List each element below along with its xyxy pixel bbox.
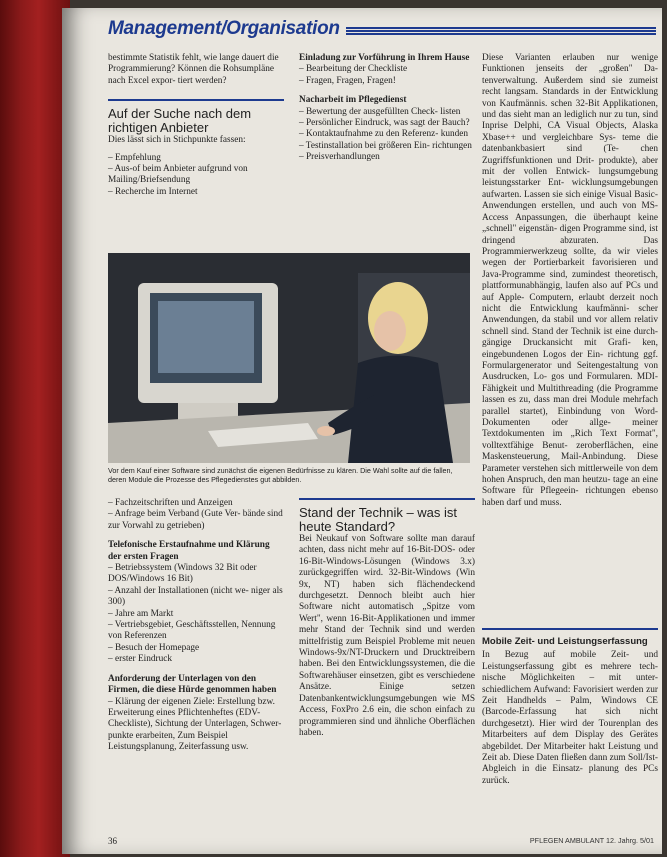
subheading-phone: Telefonische Erstaufnahme und Klärung der ersten Fragen: [108, 540, 270, 562]
list-item: – Preisverhandlungen: [299, 152, 380, 163]
subheading-followup: Nacharbeit im Pflegedienst: [299, 95, 407, 106]
column-6: [482, 628, 658, 787]
lead-text: Dies lässt sich in Stichpunkte fassen:: [108, 135, 246, 146]
list-item: – Jahre am Markt: [108, 608, 174, 619]
photo-caption: Vor dem Kauf einer Software sind zunächst die eigenen Bedürfnisse zu klären. Die Wahl sollte auf die fallen, deren Module die Prozesse des Pflegedienstes gut abbilden.: [108, 466, 453, 484]
list-item: – Klärung der eigenen Ziele: Erstellung bzw. Erweiterung eines Pflichtenheftes (EDV-Checkliste), Sichtung der Unterlagen, Schwer- punkte erarbeiten, Zum Beispiel Leistungsplanung, Zeiterfassung usw.: [108, 696, 282, 753]
list-item: – Bewertung der ausgefüllten Check- listen: [299, 106, 461, 117]
body-text: Bei Neukauf von Software sollte man darauf achten, dass nicht mehr auf 16-Bit-DOS- oder 16-Bit-Windows-Lösungen (Windows 3.x) zurückgegriffen wird. 32-Bit-Windows (Win 9x, NT) haben sich flächendeckend durchgesetzt. Dennoch bleibt auch hier Software nicht automatisch „Spitze vom Wert", wenn 16-Bit-Applikationen und immer mehr Stand der Technik sind und werden mittelfristig zum Beispiel Probleme mit neuen Windows-9x/NT-Druckern und Drucktreibern haben. Bei den Entwicklungssystemen, die die Softwarehäuser einsetzen, gibt es verschiedene Ansätze. Einige setzen Datenbankentwicklungsumgebungen wie MS Access, FoxPro 2.6 ein, die schon einfach zu programmieren sind und ähnliche Oberflächen haben.: [299, 534, 475, 738]
list-item: – Persönlicher Eindruck, was sagt der Bauch?: [299, 118, 470, 129]
list-item: – Empfehlung: [108, 152, 161, 163]
column-5: [299, 498, 475, 739]
heading-mobile: Mobile Zeit- und Leistungserfassung: [482, 636, 648, 647]
list-item: – Kontaktaufnahme zu den Referenz- kunden: [299, 129, 469, 140]
intro-text: bestimmte Statistik fehlt, wie lange dauert die Programmierung? Können die Rohsumpläne nach Excel expor- tiert werden?: [108, 53, 279, 86]
heading-state-of-art: Stand der Technik – was ist heute Standard?: [299, 505, 458, 534]
magazine-page: [62, 8, 662, 854]
heading-search-provider: Auf der Suche nach dem richtigen Anbieter: [108, 106, 252, 136]
body-text: In Bezug auf mobile Zeit- und Leistungserfassung gibt es mehrere tech- nische Möglichkeiten – mit unter- schiedlichem Aufwand: Favorisiert werden zur Zeit Handhelds – Palm, Windows CE (Barcode-Erfassung hat sich nicht durchgesetzt). Hier wird der Tourenplan des Mitarbeiters auf dem Display des Gerätes abgebildet. Der Mitarbeiter hakt Leistung und Zeit ab. Diese Daten fließen dann zum Soll/Ist-Abgleich in die Einsatz- planung des PCs zurück.: [482, 650, 658, 786]
article-photo: [108, 253, 470, 463]
list-item: – Bearbeitung der Checkliste: [299, 64, 408, 75]
journal-footer: PFLEGEN AMBULANT 12. Jahrg. 5/01: [529, 836, 654, 845]
heading-rule: [299, 498, 475, 500]
header-rule: [346, 27, 656, 36]
list-item: – erster Eindruck: [108, 654, 173, 665]
list-item: – Anzahl der Installationen (nicht we- niger als 300): [108, 585, 283, 608]
photo-illustration: [108, 253, 470, 463]
column-3: [482, 53, 658, 509]
column-1: [108, 53, 284, 198]
list-item: – Aus-of beim Anbieter aufgrund von Mailing/Briefsendung: [108, 164, 248, 186]
subheading-documents: Anforderung der Unterlagen von den Firmen, die diese Hürde genommen haben: [108, 673, 277, 696]
column-4: [108, 498, 284, 754]
list-item: – Fachzeitschriften und Anzeigen: [108, 498, 233, 508]
book-spine: [0, 0, 70, 857]
list-item: – Anfrage beim Verband (Gute Ver- bände sind zur Vorwahl zu getrieben): [108, 509, 283, 531]
heading-rule: [482, 628, 658, 630]
list-item: – Besuch der Homepage: [108, 642, 200, 653]
list-item: – Betriebssystem (Windows 32 Bit oder DOS/Windows 16 Bit): [108, 563, 257, 585]
body-text: Diese Varianten erlauben nur wenige Funktionen jenseits der „großen" Da- tenverwaltung. Außerdem sind sie zumeist recht langsam. Standards in der Entwicklung von Kaufmännis. schen 32-Bit Applikationen, und das sieht man an lediglich nur zu tun, sind Inprise Delphi, CA Visual Objects, Alaska Xbase++ und vergleichbare Sys- teme die datenbankbasiert sind (Te- chen Zugriffsfunktionen und Drit- produkte), aber mit der vollen Entwick- lungsumgebung leistungsstarker Ent- wicklungsumgebungen aufwarten. Lassen sie sich einige Visual Basic- Anwendungen erstellen, und auch von MS-Access Anpassungen, die überhaupt keine „schnell" eigenstän- digen Programme sind, ist dringend abzuraten. Das Programmierwerkzeug sollte, da wir vieles wegen der Portierbarkeit favorisieren und Java-Programme sind, zumindest theoretisch, plattformunabhängig, laufen also auf PCs und auf Apple- Computern, erlaubt derzeit noch nicht die Entwicklung kaufmänni- scher Anwendungen, da stabil und vor allem relativ schnell sind. Stand der Technik ist eine durch- gängige Druckansicht mit Grafi- ken, eingebundenen Logos der Ein- richtung ggf. Formulargenerator und Seitengestaltung von Ausdrucken, Lo- gos und Formularen. MDI-Fähigkeit und Multithreading (die Programme lassen es zu, dass man drei Module mehrfach parallel startet), Einbindung von Word-Dokumenten oder allge- meiner Textdokumenten im „Rich Text Format", volltextfähige Benut- zeroberflächen, eine Maskensteuerung, Mail-Anbindung. Diese Parameter verstehen sich mittlerweile von dem hohen Anspruch, den man heutzu- tage an eine Software für Pflegeein- richtungen ebenso haben darf und muss.: [482, 53, 658, 508]
list-item: – Testinstallation bei größeren Ein- richtungen: [299, 140, 472, 151]
list-item: – Vertriebsgebiet, Geschäftsstellen, Nennung von Referenzen: [108, 620, 276, 642]
page-number: 36: [108, 836, 117, 846]
subheading-invitation: Einladung zur Vorführung in Ihrem Hause: [299, 53, 470, 63]
list-item: – Fragen, Fragen, Fragen!: [299, 75, 396, 86]
column-2: [299, 53, 475, 164]
section-header: [108, 18, 656, 42]
section-title: Management/Organisation: [108, 18, 340, 39]
heading-rule: [108, 99, 284, 101]
list-item: – Recherche im Internet: [108, 186, 198, 197]
